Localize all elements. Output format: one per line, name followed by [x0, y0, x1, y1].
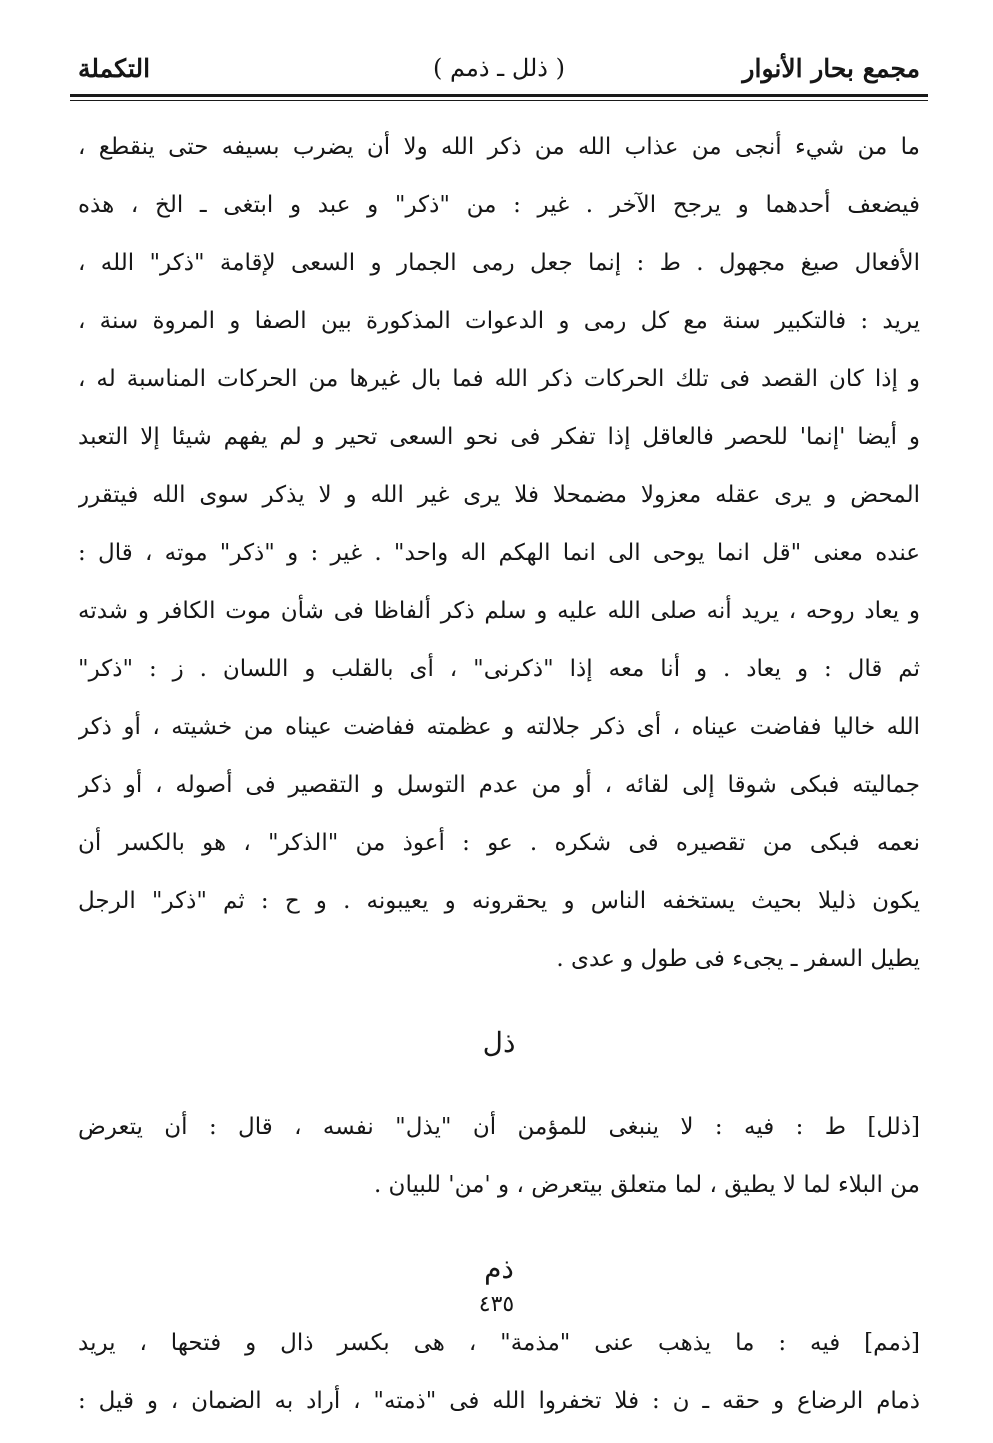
text-line: يطيل السفر ـ يجىء فى طول و عدى . — [556, 946, 920, 972]
entry-dhamam — [78, 1314, 920, 1430]
text-line: و إذا كان القصد فى تلك الحركات ذكر الله فما بال غيرها من الحركات المناسبة له ، — [78, 366, 920, 392]
running-header — [78, 46, 920, 90]
section-heading-dhal-mim: ذم — [484, 1252, 514, 1285]
text-line: يريد : فالتكبير سنة مع كل رمى و الدعوات المذكورة بين الصفا و المروة سنة ، — [78, 308, 920, 334]
text-line: نعمه فبكى من تقصيره فى شكره . عو : أعوذ من "الذكر" ، هو بالكسر أن — [78, 830, 920, 856]
section-heading-dhal-lam: ذل — [482, 1026, 516, 1059]
text-line: ذمام الرضاع و حقه ـ ن : فلا تخفروا الله فى "ذمته" ، أراد به الضمان ، و قيل : — [78, 1388, 920, 1414]
book-title: مجمع بحار الأنوار — [742, 53, 920, 83]
header-rule-thin — [70, 100, 928, 101]
text-line: يكون ذليلا بحيث يستخفه الناس و يحقرونه و يعيبونه . و ح : ثم "ذكر" الرجل — [78, 888, 920, 914]
text-line: عنده معنى "قل انما يوحى الى انما الهكم اله واحد" . غير : و "ذكر" موته ، قال : — [78, 540, 920, 566]
header-rule — [70, 94, 928, 97]
entry-dhalal — [78, 1098, 920, 1214]
text-line: جماليته فبكى شوقا إلى لقائه ، أو من عدم التوسل و التقصير فى أصوله ، أو ذكر — [78, 772, 920, 798]
paragraph-dhikr — [78, 118, 920, 988]
text-line: الأفعال صيغ مجهول . ط : إنما جعل رمى الجمار و السعى لإقامة "ذكر" الله ، — [78, 250, 920, 276]
text-line: [ذلل] ط : فيه : لا ينبغى للمؤمن أن "يذل" نفسه ، قال : أن يتعرض — [78, 1114, 920, 1140]
text-line: من البلاء لما لا يطيق ، لما متعلق بيتعرض ، و 'من' للبيان . — [373, 1172, 920, 1198]
text-line: ثم قال : و يعاد . و أنا معه إذا "ذكرنى" ، أى بالقلب و اللسان . ز : "ذكر" — [78, 656, 920, 682]
text-line: الله خاليا ففاضت عيناه ، أى ذكر جلالته و عظمته ففاضت عيناه من خشيته ، أو ذكر — [78, 714, 920, 740]
volume-title: التكملة — [78, 53, 151, 83]
text-line: [ذمم] فيه : ما يذهب عنى "مذمة" ، هى بكسر ذال و فتحها ، يريد — [78, 1330, 920, 1356]
body-text — [78, 118, 920, 1430]
text-line: و يعاد روحه ، يريد أنه صلى الله عليه و سلم ذكر ألفاظا فى شأن موت الكافر و شدته — [78, 598, 920, 624]
section-range-title: ( ذلل ـ ذمم ) — [433, 54, 565, 82]
text-line: فيضعف أحدهما و يرجح الآخر . غير : من "ذكر" و عبد و ابتغى ـ الخ ، هذه — [78, 192, 920, 218]
page-number: ٤٣٥ — [478, 1292, 515, 1317]
text-line: و أيضا 'إنما' للحصر فالعاقل إذا تفكر فى نحو السعى تحير و لم يفهم شيئا إلا التعبد — [78, 424, 920, 450]
text-line: ما من شيء أنجى من عذاب الله من ذكر الله ولا أن يضرب بسيفه حتى ينقطع ، — [78, 134, 920, 160]
text-line: المحض و يرى عقله معزولا مضمحلا فلا يرى غير الله و لا يذكر سوى الله فيتقرر — [78, 482, 920, 508]
